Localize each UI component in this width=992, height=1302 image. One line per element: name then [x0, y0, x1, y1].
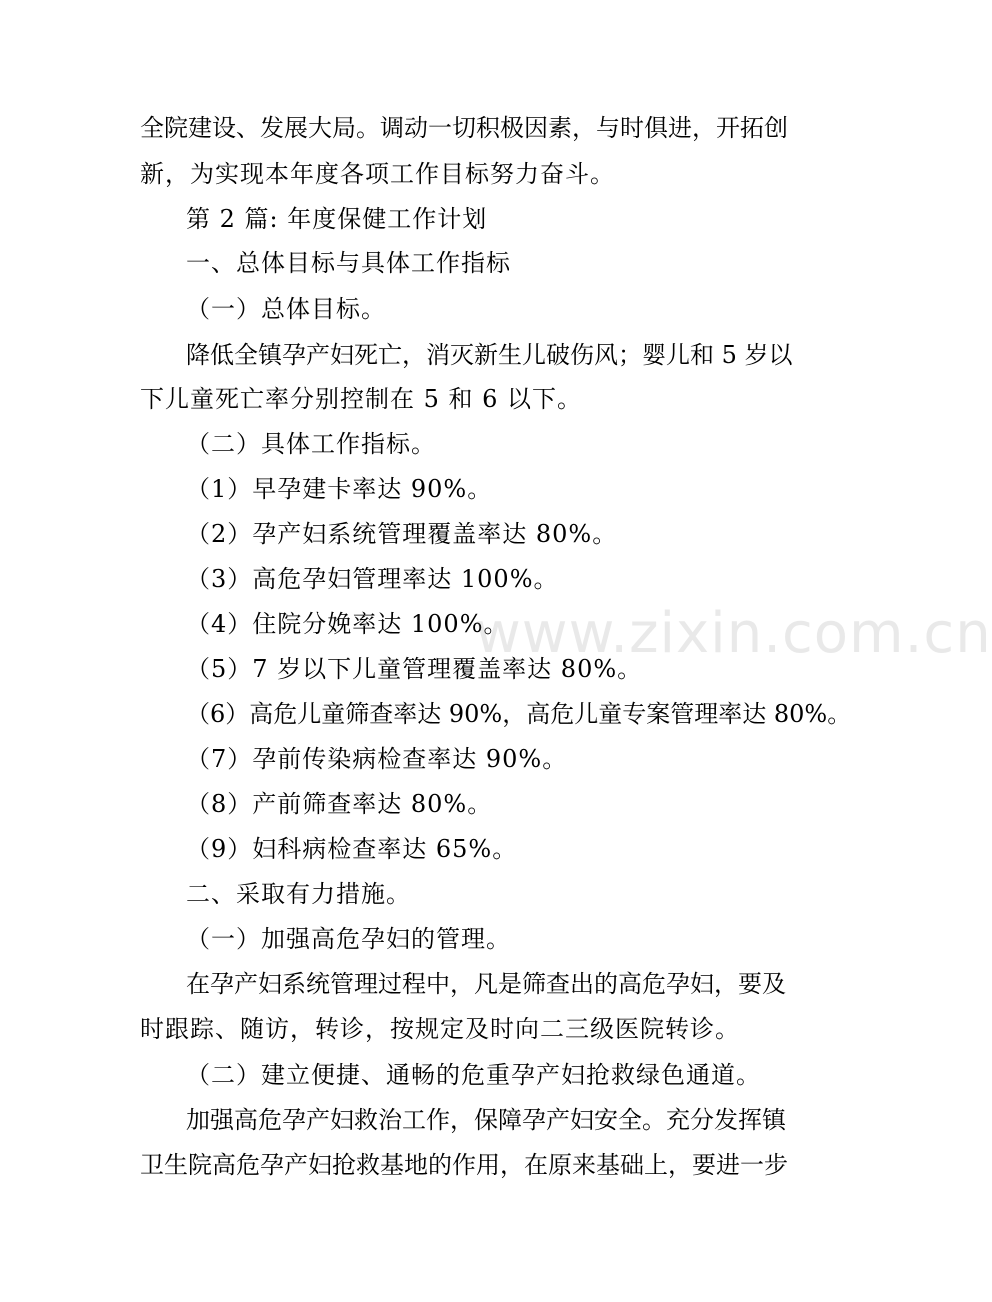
list-item: （1）早孕建卡率达 90%。: [186, 475, 493, 503]
section-heading: 第 2 篇: 年度保健工作计划: [186, 205, 488, 233]
watermark: www.zixin.com.cn: [475, 601, 992, 666]
subsection-heading: （一）加强高危孕妇的管理。: [186, 925, 511, 953]
list-item: （6）高危儿童筛查率达 90%，高危儿童专案管理率达 80%。: [186, 700, 852, 728]
text-line: 全院建设、发展大局。调动一切积极因素，与时俱进，开拓创: [140, 114, 788, 142]
subsection-heading: （二）具体工作指标。: [186, 430, 436, 458]
section-heading: 二、采取有力措施。: [186, 880, 411, 908]
text-line: 新，为实现本年度各项工作目标努力奋斗。: [140, 160, 615, 188]
text-line: 降低全镇孕产妇死亡，消灭新生儿破伤风；婴儿和 5 岁以: [186, 341, 793, 369]
text-line: 在孕产妇系统管理过程中，凡是筛查出的高危孕妇，要及: [186, 970, 786, 998]
text-line: 加强高危孕产妇救治工作，保障孕产妇安全。充分发挥镇: [186, 1106, 786, 1134]
text-line: 下儿童死亡率分别控制在 5 和 6 以下。: [140, 385, 583, 413]
list-item: （4）住院分娩率达 100%。: [186, 610, 509, 638]
list-item: （8）产前筛查率达 80%。: [186, 790, 493, 818]
list-item: （2）孕产妇系统管理覆盖率达 80%。: [186, 520, 618, 548]
list-item: （9）妇科病检查率达 65%。: [186, 835, 518, 863]
subsection-heading: （二）建立便捷、通畅的危重孕产妇抢救绿色通道。: [186, 1061, 761, 1089]
text-line: 卫生院高危孕产妇抢救基地的作用，在原来基础上，要进一步: [140, 1151, 788, 1179]
subsection-heading: （一）总体目标。: [186, 295, 386, 323]
list-item: （5）7 岁以下儿童管理覆盖率达 80%。: [186, 655, 643, 683]
text-line: 时跟踪、随访，转诊，按规定及时向二三级医院转诊。: [140, 1015, 740, 1043]
section-heading: 一、总体目标与具体工作指标: [186, 249, 511, 277]
list-item: （7）孕前传染病检查率达 90%。: [186, 745, 568, 773]
list-item: （3）高危孕妇管理率达 100%。: [186, 565, 559, 593]
